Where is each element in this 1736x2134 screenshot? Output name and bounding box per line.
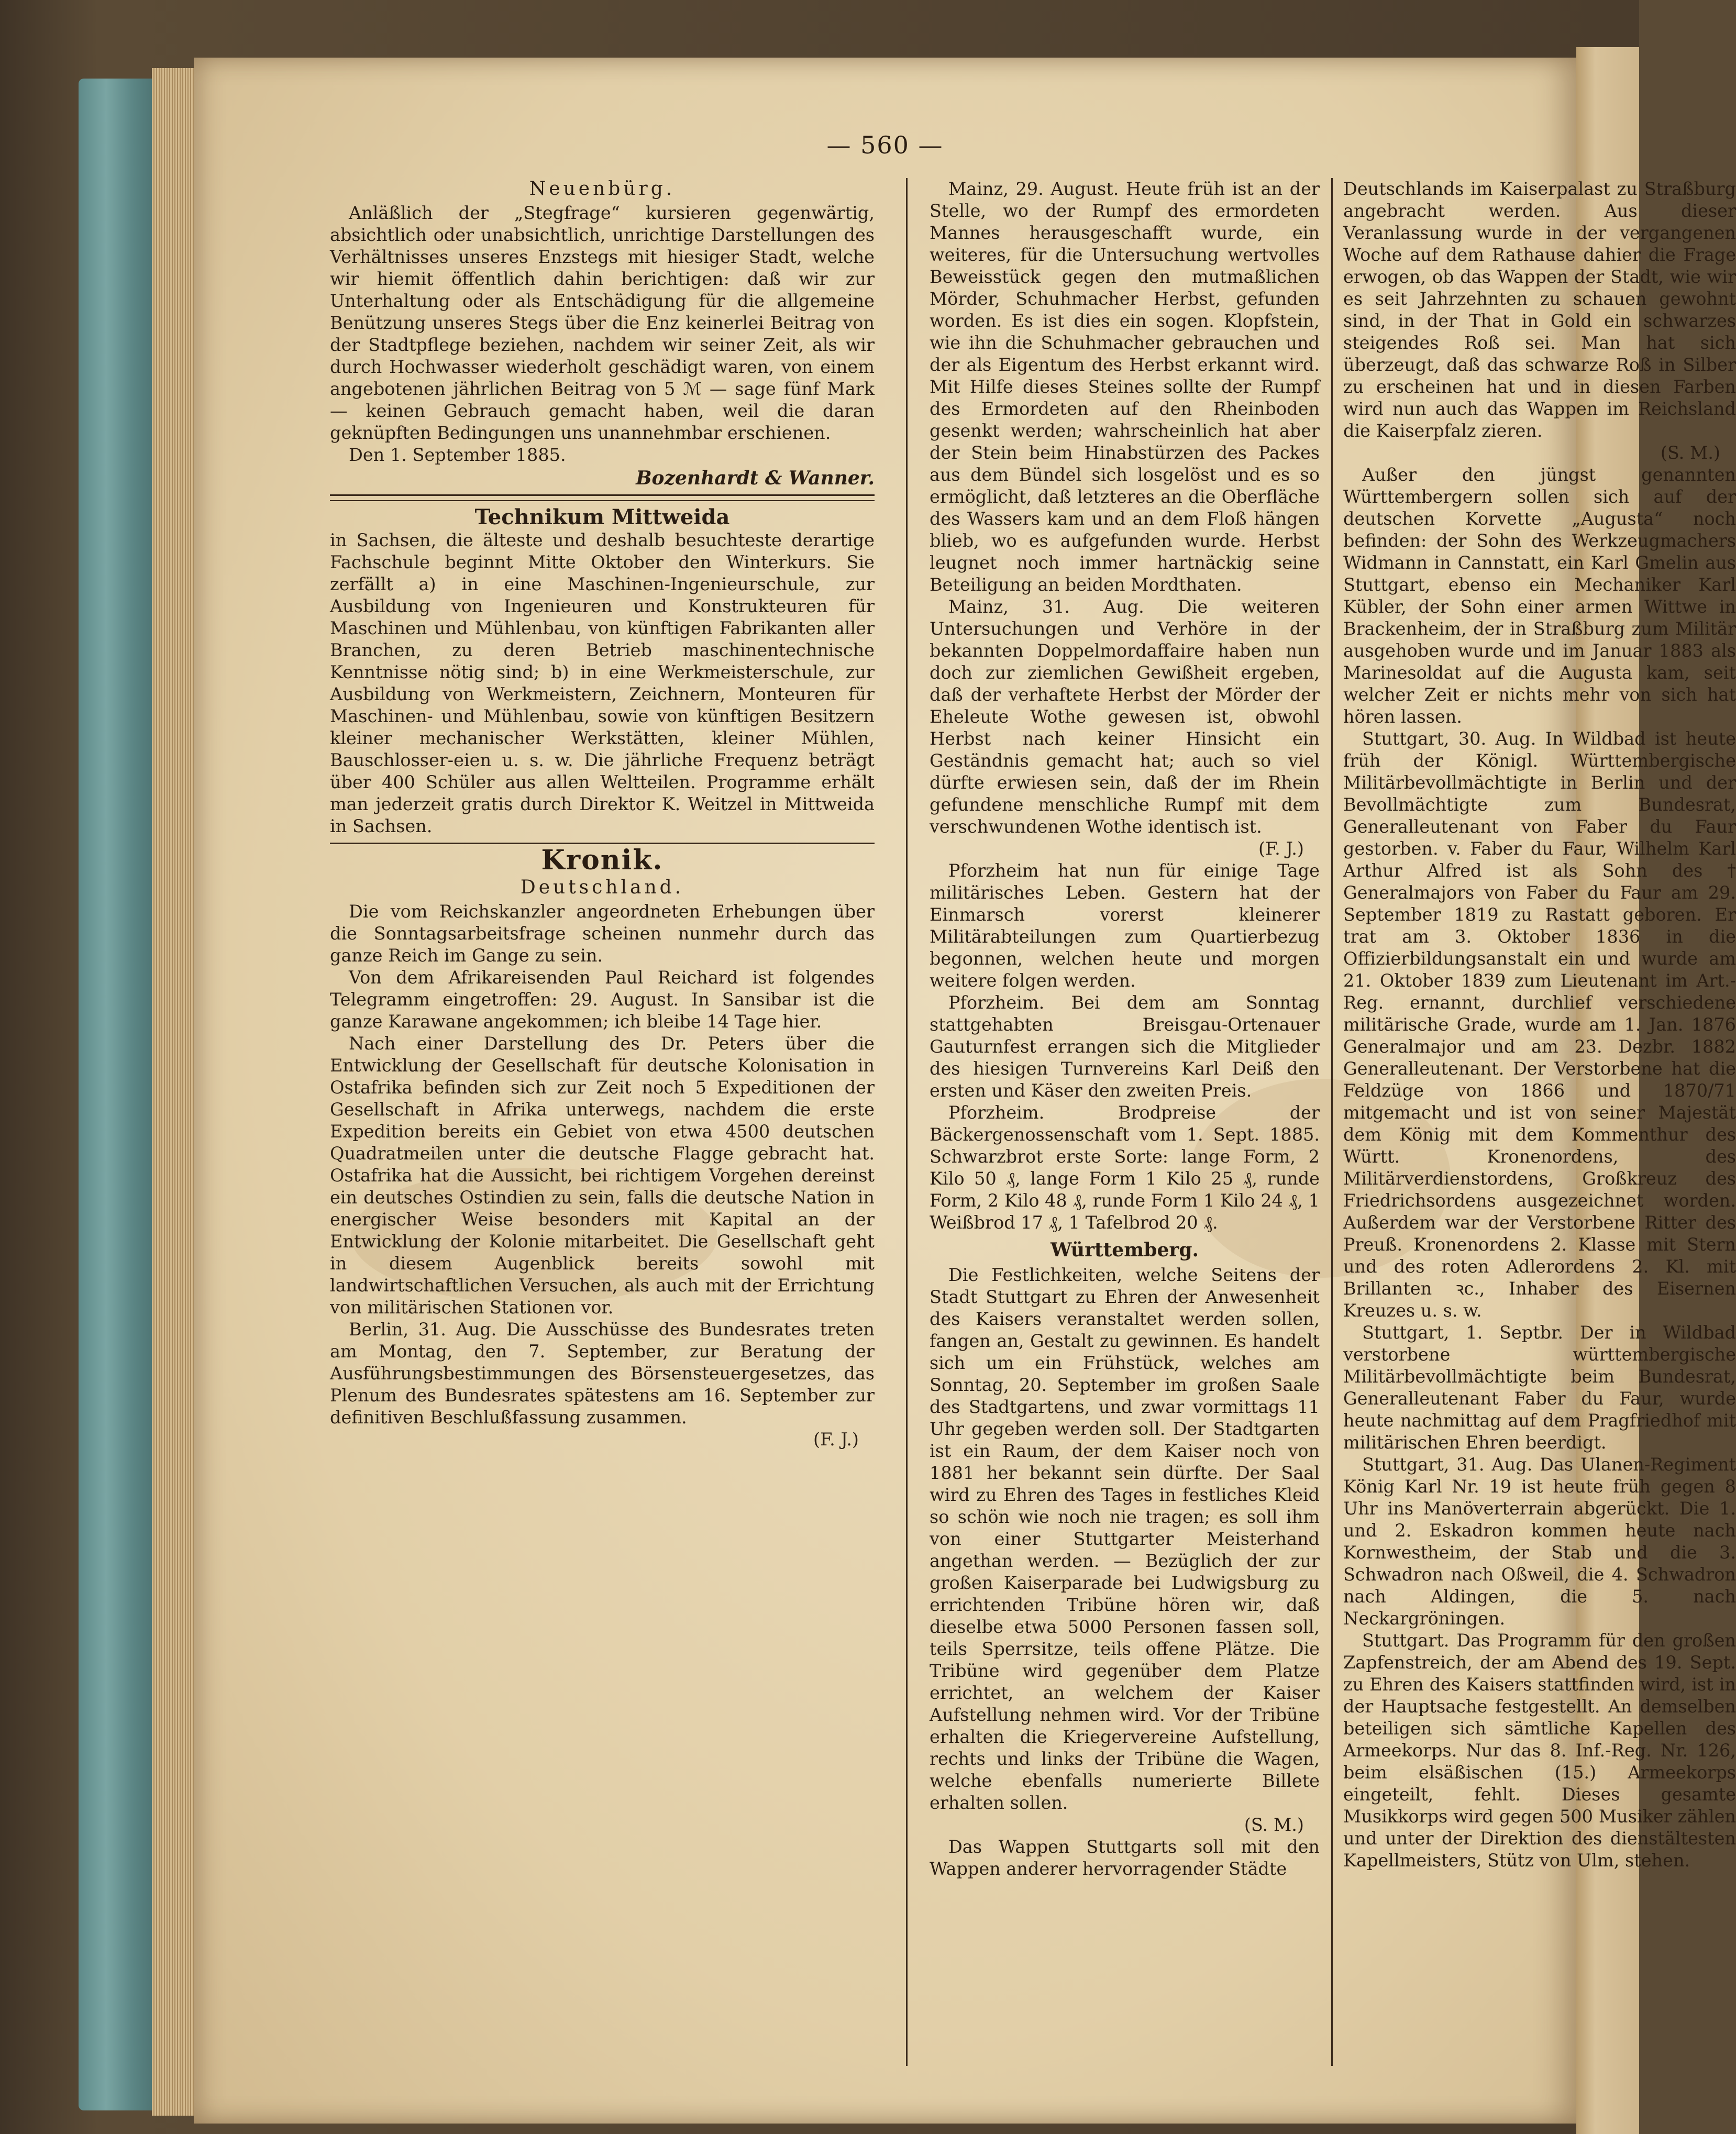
article-paragraph: Pforzheim. Brodpreise der Bäckergenossenschaft vom 1. Sept. 1885. Schwarzbrot erste Sorte: lange Form, 2 Kilo 50 ₰, lange Form 1 Kilo 25 ₰, runde Form, 2 Kilo 48 ₰, runde Form 1 Kilo 24 ₰, 1 Weißbrod 17 ₰, 1 Tafelbrod 20 ₰. xyxy=(930,1102,1320,1233)
column-1 xyxy=(330,178,875,2066)
notice-signature: Bozenhardt & Wanner. xyxy=(636,467,875,489)
column-2 xyxy=(930,178,1320,2066)
article-source: (F. J.) xyxy=(813,1429,859,1450)
notice-date: Den 1. September 1885. xyxy=(349,445,566,465)
page-number: — 560 — xyxy=(826,131,944,159)
column-rule xyxy=(1331,178,1333,2066)
section-title-kronik: Kronik. xyxy=(541,844,664,876)
section-heading-wuerttemberg: Württemberg. xyxy=(1050,1239,1199,1261)
article-source: (S. M.) xyxy=(1660,443,1720,463)
article-paragraph: Mainz, 31. Aug. Die weiteren Untersuchungen und Verhöre in der bekannten Doppelmordaffaire haben nun doch zur ziemlichen Gewißheit ergeben, daß der verhaftete Herbst der Mörder der Eheleute Wothe gewesen ist, obwohl Herbst nach keiner Hinsicht ein Geständnis gemacht hat; auch so viel dürfte erwiesen sein, daß der im Rhein gefundene menschliche Rumpf mit dem verschwundenen Wothe identisch ist. xyxy=(930,596,1320,837)
section-heading-neuenbuerg: Neuenbürg. xyxy=(529,178,676,200)
article-paragraph: Mainz, 29. August. Heute früh ist an der Stelle, wo der Rumpf des ermordeten Mannes herausgeschafft wurde, ein weiteres, für die Untersuchung wertvolles Beweisstück gegen den mutmaßlichen Mörder, Schuhmacher Herbst, gefunden worden. Es ist dies ein sogen. Klopfstein, wie ihn die Schuhmacher gebrauchen und der als Eigentum des Herbst erkannt wird. Mit Hilfe dieses Steines sollte der Rumpf des Ermordeten auf den Rheinboden gesenkt werden; wahrscheinlich hat aber der Stein beim Hinabstürzen des Packes aus dem Bündel sich losgelöst und es so ermöglicht, daß letzteres an die Oberfläche des Wassers kam und an dem Floß hängen blieb, wo es aufgefunden wurde. Herbst leugnet noch immer hartnäckig seine Beteiligung an beiden Mordthaten. xyxy=(930,179,1320,595)
article-paragraph: Deutschlands im Kaiserpalast zu Straßburg angebracht werden. Aus dieser Veranlassung wurde in der vergangenen Woche auf dem Rathause dahier die Frage erwogen, ob das Wappen der Stadt, wie wir es seit Jahrzehnten zu schauen gewohnt sind, in der That in Gold ein schwarzes steigendes Roß sei. Man hat sich überzeugt, daß das schwarze Roß in Silber zu erscheinen hat und in diesen Farben wird nun auch das Wappen im Reichsland die Kaiserpfalz zieren. xyxy=(1343,179,1736,441)
article-paragraph: Pforzheim hat nun für einige Tage militärisches Leben. Gestern hat der Einmarsch vorerst kleinerer Militärabteilungen zum Quartierbezug begonnen, welchen heute und morgen weitere folgen werden. xyxy=(930,860,1320,991)
article-paragraph: Stuttgart. Das Programm für den großen Zapfenstreich, der am Abend des 19. Sept. zu Ehren des Kaisers stattfinden wird, ist in der Hauptsache festgestellt. An demselben beteiligen sich sämtliche Kapellen des Armeekorps. Nur das 8. Inf.-Reg. Nr. 126, beim elsäßischen (15.) Armeekorps eingeteilt, fehlt. Dieses gesamte Musikkorps wird gegen 500 Musiker zählen und unter der Direktion des dienstältesten Kapellmeisters, Stütz von Ulm, stehen. xyxy=(1343,1630,1736,1871)
book-spine xyxy=(79,79,157,2110)
page-edges xyxy=(152,68,199,2116)
article-source: (F. J.) xyxy=(1258,838,1304,859)
article-paragraph: Von dem Afrikareisenden Paul Reichard ist folgendes Telegramm eingetroffen: 29. August. In Sansibar ist die ganze Karawane angekommen; ich bleibe 14 Tage hier. xyxy=(330,967,875,1032)
notice-text-stegfrage: Anläßlich der „Stegfrage“ kursieren gegenwärtig, absichtlich oder unabsichtlich, unrichtige Darstellungen des Verhältnisses unseres Enzstegs mit hiesiger Stadt, welche wir hiemit öffentlich dahin berichtigen: daß wir zur Unterhaltung oder als Entschädigung für die allgemeine Benützung unseres Stegs über die Enz keinerlei Beitrag von der Stadtpflege beziehen, nachdem wir seiner Zeit, als wir durch Hochwasser wiederholt geschädigt waren, von einem angebotenen jährlichen Beitrag von 5 ℳ — sage fünf Mark — keinen Gebrauch gemacht haben, weil die daran geknüpften Bedingungen uns unannehmbar erschienen. xyxy=(330,203,875,443)
ad-title-technikum: Technikum Mittweida xyxy=(474,505,730,529)
article-paragraph: Nach einer Darstellung des Dr. Peters über die Entwicklung der Gesellschaft für deutsche Kolonisation in Ostafrika befinden sich zur Zeit noch 5 Expeditionen der Gesellschaft in Afrika unterwegs, nachdem die erste Expedition bereits ein Gebiet von etwa 4500 deutschen Quadratmeilen unter die deutsche Flagge gebracht hat. Ostafrika hat die Aussicht, bei richtigem Vorgehen dereinst ein deutsches Ostindien zu sein, falls die deutsche Nation in energischer Weise besonders mit Kapital an der Entwicklung der Kolonie mitarbeitet. Die Gesellschaft geht in diesem Augenblick bereits sowohl mit landwirtschaftlichen Versuchen, als auch mit der Errichtung von militärischen Stationen vor. xyxy=(330,1033,875,1318)
newspaper-page xyxy=(194,58,1736,2124)
ad-text-technikum: in Sachsen, die älteste und deshalb besuchteste derartige Fachschule beginnt Mitte Oktober den Winterkurs. Sie zerfällt a) in eine Maschinen-Ingenieurschule, zur Ausbildung von Ingenieuren und Konstrukteuren für Maschinen und Mühlenbau, von künftigen Fabrikanten aller Branchen, zu deren Betrieb maschinentechnische Kenntnisse nötig sind; b) in eine Werkmeisterschule, zur Ausbildung von Werkmeistern, Zeichnern, Monteuren für Maschinen- und Mühlenbau, sowie von künftigen Besitzern kleiner mechanischer Werkstätten, kleiner Mühlen, Bauschlosser-eien u. s. w. Die jährliche Frequenz beträgt über 400 Schüler aus allen Weltteilen. Programme erhält man jederzeit gratis durch Direktor K. Weitzel in Mittweida in Sachsen. xyxy=(330,530,875,836)
article-paragraph: Stuttgart, 30. Aug. In Wildbad ist heute früh der Königl. Württembergische Militärbevollmächtigte in Berlin und der Bevollmächtigte zum Bundesrat, Generalleutenant von Faber du Faur gestorben. v. Faber du Faur, Wilhelm Karl Arthur Alfred ist als Sohn des † Generalmajors von Faber du Faur am 29. September 1819 zu Rastatt geboren. Er trat am 3. Oktober 1836 in die Offizierbildungsanstalt ein und wurde am 21. Oktober 1839 zum Lieutenant im Art.-Reg. ernannt, durchlief verschiedene militärische Grade, wurde am 1. Jan. 1876 Generalmajor und am 23. Dezbr. 1882 Generalleutenant. Der Verstorbene hat die Feldzüge von 1866 und 1870/71 mitgemacht und ist von seiner Majestät dem König mit dem Kommenthur des Württ. Kronenordens, des Militärverdienstordens, Großkreuz des Friedrichsordens ausgezeichnet worden. Außerdem war der Verstorbene Ritter des Preuß. Kronenordens 2. Klasse mit Stern und des roten Adlerordens 2. Kl. mit Brillanten ꝛc., Inhaber des Eisernen Kreuzes u. s. w. xyxy=(1343,728,1736,1321)
article-paragraph: Die vom Reichskanzler angeordneten Erhebungen über die Sonntagsarbeitsfrage scheinen nunmehr durch das ganze Reich im Gange zu sein. xyxy=(330,901,875,966)
article-paragraph: Das Wappen Stuttgarts soll mit den Wappen anderer hervorragender Städte xyxy=(930,1837,1320,1879)
column-rule xyxy=(906,178,908,2066)
article-paragraph: Außer den jüngst genannten Württembergern sollen sich auf der deutschen Korvette „Augusta“ noch befinden: der Sohn des Werkzeugmachers Widmann in Cannstatt, ein Karl Gmelin aus Stuttgart, ebenso ein Mechaniker Karl Kübler, der Sohn einer armen Wittwe in Brackenheim, der in Straßburg zum Militär ausgehoben wurde und im Januar 1883 als Marinesoldat auf die Augusta kam, seit welcher Zeit er nichts mehr von sich hat hören lassen. xyxy=(1343,465,1736,727)
article-source: (S. M.) xyxy=(1244,1815,1304,1835)
section-heading-deutschland: Deutschland. xyxy=(520,877,684,898)
article-paragraph: Stuttgart, 1. Septbr. Der in Wildbad verstorbene württembergische Militärbevollmächtigte beim Bundesrat, Generalleutenant Faber du Faur, wurde heute nachmittag auf dem Pragfriedhof mit militärischen Ehren beerdigt. xyxy=(1343,1322,1736,1453)
divider xyxy=(330,494,875,501)
article-paragraph: Berlin, 31. Aug. Die Ausschüsse des Bundesrates treten am Montag, den 7. September, zur Beratung der Ausführungsbestimmungen des Börsensteuergesetzes, das Plenum des Bundesrates spätestens am 16. September zur definitiven Beschlußfassung zusammen. xyxy=(330,1319,875,1428)
article-paragraph: Die Festlichkeiten, welche Seitens der Stadt Stuttgart zu Ehren der Anwesenheit des Kaisers veranstaltet werden sollen, fangen an, Gestalt zu gewinnen. Es handelt sich um ein Frühstück, welches am Sonntag, 20. September im großen Saale des Stadtgartens, und zwar vormittags 11 Uhr gegeben werden soll. Der Stadtgarten ist ein Raum, der dem Kaiser noch von 1881 her bekannt sein dürfte. Der Saal wird zu Ehren des Tages in festliches Kleid so schön wie noch nie tragen; es soll ihm von einer Stuttgarter Meisterhand angethan werden. — Bezüglich der zur großen Kaiserparade bei Ludwigsburg zu errichtenden Tribüne hören wir, daß dieselbe etwa 5000 Personen fassen soll, teils Sperrsitze, teils offene Plätze. Die Tribüne wird gegenüber dem Platze errichtet, an welchem der Kaiser Aufstellung nehmen wird. Vor der Tribüne erhalten die Kriegervereine Aufstellung, rechts und links der Tribüne die Wagen, welche ebenfalls numerierte Billete erhalten sollen. xyxy=(930,1265,1320,1813)
article-paragraph: Stuttgart, 31. Aug. Das Ulanen-Regiment König Karl Nr. 19 ist heute früh gegen 8 Uhr ins Manöverterrain abgerückt. Die 1. und 2. Eskadron kommen heute nach Kornwestheim, der Stab und die 3. Schwadron nach Oßweil, die 4. Schwadron nach Aldingen, die 5. nach Neckargröningen. xyxy=(1343,1454,1736,1629)
article-paragraph: Pforzheim. Bei dem am Sonntag stattgehabten Breisgau-Ortenauer Gauturnfest errangen sich die Mitglieder des hiesigen Turnvereins Karl Deiß den ersten und Käser den zweiten Preis. xyxy=(930,992,1320,1101)
column-3 xyxy=(1343,178,1736,2066)
